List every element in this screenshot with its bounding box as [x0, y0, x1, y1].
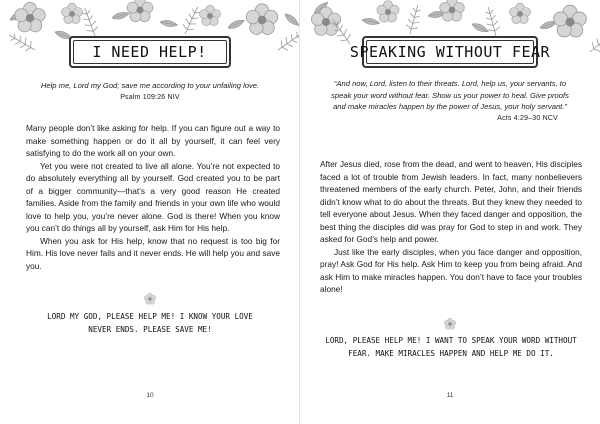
flower-icon [144, 293, 156, 305]
page-title: I NEED HELP! [92, 43, 207, 61]
devotional-body [320, 158, 582, 296]
paragraph: When you ask for His help, know that no request is too big for Him. His love never fails and it never ends. He will help you and save you. [26, 235, 280, 271]
paragraph: Yet you were not created to live all alone. You’re not expected to do absolutely everything all by yourself. God created you to be part of a bigger community—that’s a very good reason He created families. Aside from the family and friends in your own life who would love to help you, you’re never alone. God is there! When you know you can’t do things all by yourself, ask Him for His help. [26, 160, 280, 233]
scripture-verse [324, 78, 576, 124]
verse-text: Help me, Lord my God; save me according to your unfailing love. [40, 81, 260, 90]
paragraph: Just like the early disciples, when you face danger and opposition, pray! Ask God for His help. Ask Him to keep you from being afraid. And ask Him to make miracles happen. You don’t have to face your troubles alone! [320, 246, 582, 294]
verse-reference: Psalm 109:26 NIV [120, 93, 180, 101]
title-banner [69, 36, 231, 68]
flower-icon [444, 318, 456, 330]
prayer-text: LORD MY GOD, PLEASE HELP ME! I KNOW YOUR LOVE NEVER ENDS. PLEASE SAVE ME! [47, 312, 253, 334]
paragraph: Many people don’t like asking for help. If you can figure out a way to make something happen or do it all by yourself, it can feel very satisfying to do the work all on your own. [26, 123, 280, 158]
page-number: 10 [146, 392, 154, 399]
prayer-text: LORD, PLEASE HELP ME! I WANT TO SPEAK YOUR WORD WITHOUT FEAR. MAKE MIRACLES HAPPEN AND HELP ME DO IT. [325, 336, 577, 358]
devotional-body [26, 122, 280, 272]
verse-text: “And now, Lord, listen to their threats. Lord, help us, your servants, to speak your word without fear. Show us your power to heal. Give proofs and make miracles happen by the power of Jesus, your holy servant.” [331, 79, 569, 111]
page-number: 11 [446, 392, 454, 399]
right-page [300, 0, 600, 424]
page-title: SPEAKING WITHOUT FEAR [349, 43, 551, 61]
paragraph: After Jesus died, rose from the dead, and went to heaven, His disciples faced a lot of trouble from Jewish leaders. In fact, many nonbelievers threatened members of the early church. Peter, John, and their friends didn’t know what to do about the threats. But they knew they needed to tell everyone about Jesus. When they faced danger and opposition, the best thing the disciples did was pray for God to step in and work. They asked for God’s help and power. [320, 159, 582, 244]
verse-reference: Acts 4:29–30 NCV [497, 114, 558, 122]
title-banner [349, 36, 551, 68]
scripture-verse [40, 80, 260, 103]
